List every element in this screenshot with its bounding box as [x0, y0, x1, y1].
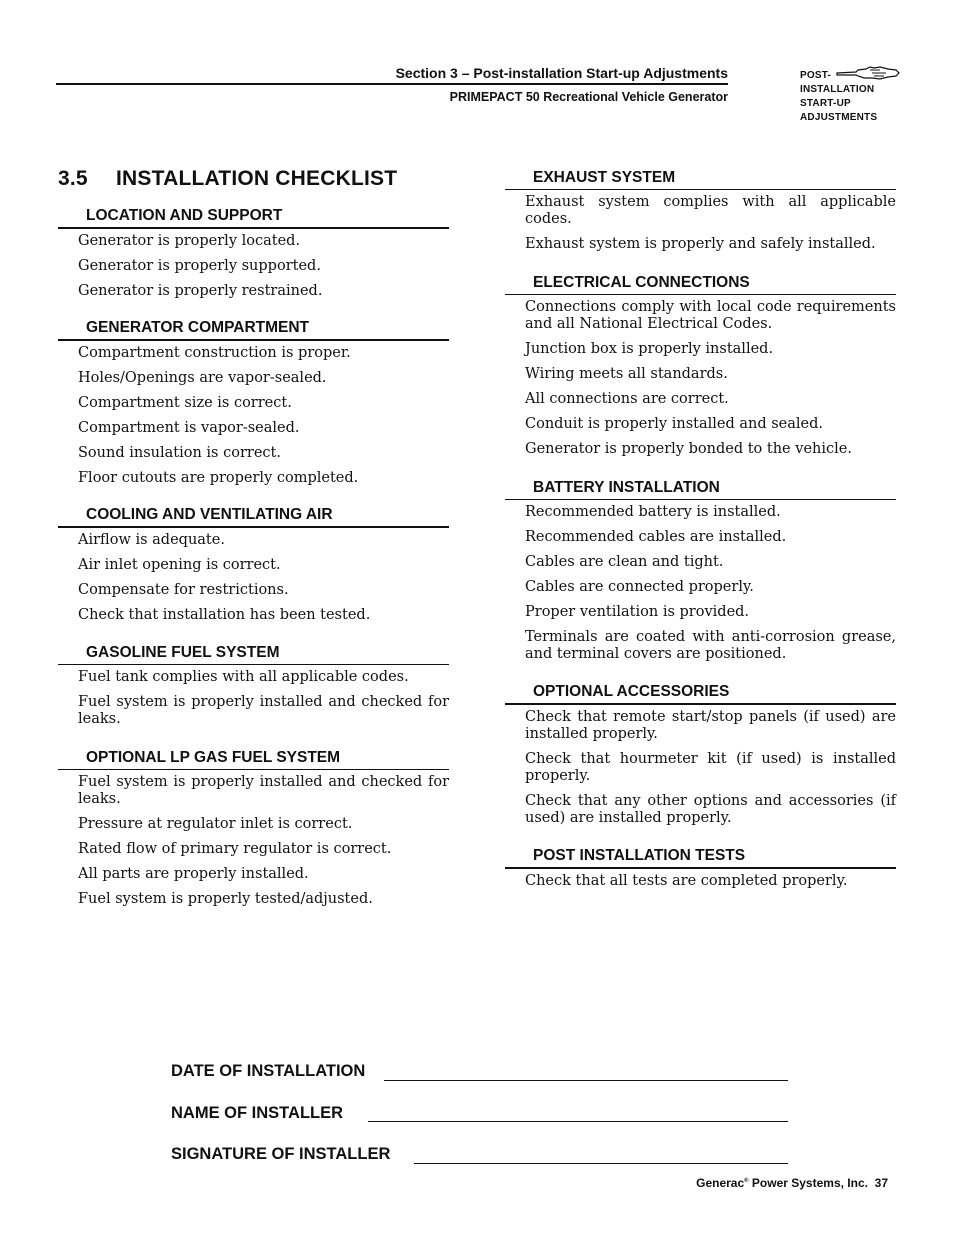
- checklist-item: Fuel system is properly installed and checked for leaks.: [78, 774, 449, 807]
- checklist-item: Airflow is adequate.: [78, 532, 225, 548]
- section-heading: POST INSTALLATION TESTS: [505, 845, 896, 869]
- section-number: 3.5: [58, 167, 88, 190]
- checklist-item: Cables are clean and tight.: [525, 554, 724, 570]
- checklist-item: Fuel tank complies with all applicable codes.: [78, 669, 409, 685]
- checklist-item: Cables are connected properly.: [525, 579, 754, 595]
- checklist-item: Junction box is properly installed.: [525, 341, 774, 357]
- signature-of-installer-line: [414, 1163, 788, 1164]
- checklist-item: Compartment size is correct.: [78, 395, 292, 411]
- signature-of-installer-label: SIGNATURE OF INSTALLER: [171, 1145, 391, 1163]
- section-heading: COOLING AND VENTILATING AIR: [58, 504, 449, 528]
- checklist-item: Fuel system is properly installed and checked for leaks.: [78, 694, 449, 727]
- company-suffix: Power Systems, Inc.: [748, 1176, 868, 1190]
- name-of-installer-line: [368, 1121, 788, 1122]
- checklist-item: Wiring meets all standards.: [525, 366, 728, 382]
- checklist-item: Air inlet opening is correct.: [78, 557, 281, 573]
- header-rule: [56, 83, 728, 85]
- section-battery-installation: [505, 477, 896, 671]
- company-name: Generac: [696, 1176, 745, 1190]
- section-gasoline-fuel: [58, 642, 449, 736]
- checklist-item: Recommended cables are installed.: [525, 529, 787, 545]
- section-generator-compartment: [58, 317, 449, 495]
- checklist-item: Check that remote start/stop panels (if used) are installed properly.: [525, 709, 896, 742]
- checklist-item: Holes/Openings are vapor-sealed.: [78, 370, 327, 386]
- section-heading: GASOLINE FUEL SYSTEM: [58, 642, 449, 665]
- checklist-item: Compensate for restrictions.: [78, 582, 289, 598]
- section-heading: BATTERY INSTALLATION: [505, 477, 896, 500]
- checklist-item: Exhaust system complies with all applicable codes.: [525, 194, 896, 227]
- section-heading: LOCATION AND SUPPORT: [58, 205, 449, 229]
- section-cooling-air: [58, 504, 449, 632]
- page-title: [58, 167, 397, 191]
- checklist-item: Proper ventilation is provided.: [525, 604, 750, 620]
- page-footer: [696, 1176, 888, 1190]
- checklist-item: Terminals are coated with anti-corrosion grease, and terminal covers are positioned.: [525, 629, 896, 662]
- section-post-installation-tests: [505, 845, 896, 898]
- checklist-item: Compartment construction is proper.: [78, 345, 351, 361]
- date-of-installation-label: DATE OF INSTALLATION: [171, 1062, 366, 1080]
- section-heading: OPTIONAL ACCESSORIES: [505, 681, 896, 705]
- checklist-item: Generator is properly supported.: [78, 258, 321, 274]
- date-of-installation-line: [384, 1080, 788, 1081]
- section-heading: EXHAUST SYSTEM: [505, 167, 896, 190]
- checklist-item: Generator is properly restrained.: [78, 283, 323, 299]
- tab-line-2: INSTALLATION: [800, 84, 875, 95]
- title-text: INSTALLATION CHECKLIST: [116, 167, 398, 190]
- checklist-item: Check that all tests are completed properly.: [525, 873, 848, 889]
- tab-line-4: ADJUSTMENTS: [800, 112, 878, 123]
- checklist-item: Exhaust system is properly and safely installed.: [525, 236, 876, 252]
- checklist-item: Recommended battery is installed.: [525, 504, 781, 520]
- checklist-item: Check that installation has been tested.: [78, 607, 371, 623]
- header-subtitle: PRIMEPACT 50 Recreational Vehicle Generator: [449, 90, 728, 104]
- checklist-item: Rated flow of primary regulator is correct.: [78, 841, 392, 857]
- checklist-item: Pressure at regulator inlet is correct.: [78, 816, 353, 832]
- checklist-item: Generator is properly located.: [78, 233, 301, 249]
- section-heading: ELECTRICAL CONNECTIONS: [505, 272, 896, 295]
- tab-line-3: START-UP: [800, 98, 851, 109]
- checklist-item: Connections comply with local code requirements and all National Electrical Codes.: [525, 299, 896, 332]
- pointing-hand-icon: [836, 66, 900, 82]
- name-of-installer-label: NAME OF INSTALLER: [171, 1104, 344, 1122]
- checklist-item: All parts are properly installed.: [78, 866, 309, 882]
- section-lp-gas-fuel: [58, 747, 449, 916]
- tab-line-1: POST-: [800, 70, 832, 81]
- checklist-item: Check that any other options and accessories (if used) are installed properly.: [525, 793, 896, 826]
- checklist-item: Conduit is properly installed and sealed.: [525, 416, 824, 432]
- section-heading: GENERATOR COMPARTMENT: [58, 317, 449, 341]
- checklist-item: Compartment is vapor-sealed.: [78, 420, 300, 436]
- checklist-item: All connections are correct.: [525, 391, 729, 407]
- section-exhaust-system: [505, 167, 896, 261]
- section-heading: OPTIONAL LP GAS FUEL SYSTEM: [58, 747, 449, 770]
- checklist-item: Check that hourmeter kit (if used) is installed properly.: [525, 751, 896, 784]
- registered-mark: ®: [744, 1178, 749, 1184]
- checklist-item: Generator is properly bonded to the vehicle.: [525, 441, 852, 457]
- section-tab: [800, 66, 910, 128]
- checklist-item: Floor cutouts are properly completed.: [78, 470, 359, 486]
- section-header: Section 3 – Post-installation Start-up Adjustments: [395, 65, 728, 81]
- checklist-item: Sound insulation is correct.: [78, 445, 281, 461]
- section-location-support: [58, 205, 449, 308]
- checklist-item: Fuel system is properly tested/adjusted.: [78, 891, 373, 907]
- section-optional-accessories: [505, 681, 896, 835]
- page-number: 37: [874, 1176, 888, 1190]
- section-electrical-connections: [505, 272, 896, 466]
